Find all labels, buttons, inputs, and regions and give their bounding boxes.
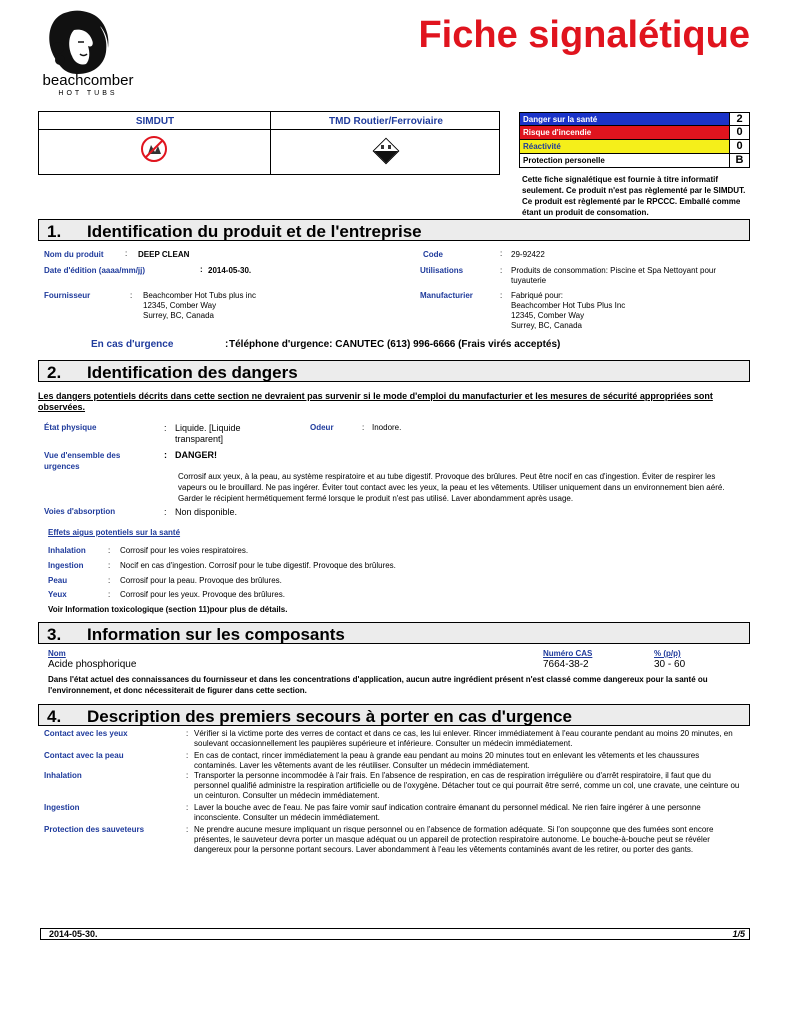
page-number: 1/5 <box>732 929 745 939</box>
section-2-heading <box>38 360 750 382</box>
manufacturer-line: Beachcomber Hot Tubs Plus Inc <box>511 301 626 310</box>
hazard-row-health <box>519 112 750 126</box>
product-name-value: DEEP CLEAN <box>138 250 190 259</box>
colon: : <box>164 450 167 460</box>
supplier-line: 12345, Comber Way <box>143 301 217 310</box>
colon: : <box>108 561 111 570</box>
colon: : <box>108 590 111 599</box>
odor-value: Inodore. <box>372 423 402 432</box>
section-number: 1. <box>47 222 62 241</box>
emergency-overview-text: Corrosif aux yeux, à la peau, au système respiratoire et au tube digestif. Provoque des brûlures. Peut être nocif en cas d'ingestion. Éviter de respirer les vapeurs ou le brouillard. Ne pas ingérer. Éviter tout contact avec les yeux, la peau et les vêtements. Utiliser uniquement dans un environnement bien aéré. Garder le récipient hermétiquement fermé lorsque le produit n'est pas utilisé. Laver abondamment après usage. <box>178 472 725 503</box>
emergency-overview-label: Vue d'ensemble des urgences <box>44 451 121 471</box>
col-name-header: Nom <box>48 649 66 658</box>
section-title: Description des premiers secours à porter en cas d'urgence <box>87 707 572 726</box>
component-name: Acide phosphorique <box>48 659 137 670</box>
regulatory-note: Cette fiche signalétique est fournie à titre informatif seulement. Ce produit n'est pas règlementé par le SIMDUT. Ce produit est règlementé par le RPCCC. Emballé comme étant un produit de consomation. <box>522 175 746 217</box>
colon: : <box>225 339 229 350</box>
col-cas-header: Numéro CAS <box>543 649 593 658</box>
first-aid-text: Ne prendre aucune mesure impliquant un risque personnel ou en l'absence de formation adéquate. Si l'on soupçonne que des fumées sont encore présentes, le sauveteur devra porter un masque adéquat ou un appareil de protection respiratoire autonome. Le bouche-à-bouche peut se révéler dangereux pour la personne portant secours. Laver abondamment à l'eau les vêtements contaminés avant de les retirer, ou porter des gants. <box>194 825 714 854</box>
supplier-line: Surrey, BC, Canada <box>143 311 214 320</box>
first-aid-text: En cas de contact, rincer immédiatement la peau à grande eau pendant au moins 20 minutes tout en enlevant les vêtements et les chaussures contaminés. Laver les vêtements avant de les réutiliser. Consulter un médecin immédiatement. <box>194 751 700 770</box>
section-number: 2. <box>47 363 62 382</box>
hazard-rating-table <box>519 112 750 168</box>
emergency-overview-value: DANGER! <box>175 450 217 460</box>
colon: : <box>108 576 111 585</box>
colon: : <box>200 265 203 274</box>
odor-label: Odeur <box>310 423 334 432</box>
section-1-heading <box>38 219 750 241</box>
physical-state-label: État physique <box>44 423 97 432</box>
manufacturer-line: Surrey, BC, Canada <box>511 321 582 330</box>
colon: : <box>500 291 503 300</box>
not-regulated-icon <box>139 134 169 164</box>
code-label: Code <box>423 250 443 259</box>
brand-subtitle: HOT TUBS <box>58 90 118 97</box>
colon: : <box>362 423 365 432</box>
supplier-label: Fournisseur <box>44 291 91 300</box>
hazard-value: B <box>729 154 749 167</box>
physical-state-value: Liquide. [Liquide transparent] <box>175 423 241 444</box>
colon: : <box>164 423 167 433</box>
page-title: Fiche signalétique <box>418 14 750 56</box>
colon: : <box>186 803 189 812</box>
section-4-heading <box>38 704 750 726</box>
colon: : <box>500 266 503 275</box>
acute-effect-label: Peau <box>48 576 68 585</box>
acute-effect-label: Ingestion <box>48 561 84 570</box>
hazard-value: 2 <box>729 113 749 125</box>
hazard-label: Réactivité <box>520 140 729 153</box>
col-pct-header: % (p/p) <box>654 649 681 658</box>
section-3-heading <box>38 622 750 644</box>
colon: : <box>186 771 189 780</box>
hazard-label: Protection personelle <box>520 154 729 167</box>
product-name-label: Nom du produit <box>44 250 104 259</box>
section-title: Identification des dangers <box>87 363 298 382</box>
emergency-phone: Téléphone d'urgence: CANUTEC (613) 996-6666 (Frais virés acceptés) <box>229 339 561 350</box>
colon: : <box>125 249 128 258</box>
acute-effect-label: Yeux <box>48 590 67 599</box>
dangers-intro: Les dangers potentiels décrits dans cette section ne devraient pas survenir si le mode d'emploi du manufacturier et les mesures de sécurité appropriées sont observées. <box>38 391 713 412</box>
hazard-row-protection <box>519 154 750 168</box>
colon: : <box>500 249 503 258</box>
colon: : <box>186 825 189 834</box>
acute-effect-value: Corrosif pour la peau. Provoque des brûlures. <box>120 576 282 585</box>
first-aid-text: Laver la bouche avec de l'eau. Ne pas faire vomir sauf indication contraire émanant du personnel médical. Ne rien faire ingérer à une personne inconsciente. Consulter un médecin immédiatement. <box>194 803 701 822</box>
first-aid-text: Transporter la personne incommodée à l'air frais. En l'absence de respiration, en cas de respiration irrégulière ou d'arrêt respiratoire, il faut que du personnel qualifié administre la respiration artificielle ou de l'oxygène. Détacher tout ce qui pourrait être serré, comme un col, une cravate, une ceinture ou un ceinturon. Consulter un médecin immédiatement. <box>194 771 740 800</box>
acute-effects-title: Effets aigus potentiels sur la santé <box>48 528 181 537</box>
section-title: Information sur les composants <box>87 625 345 644</box>
supplier-line: Beachcomber Hot Tubs plus inc <box>143 291 256 300</box>
section-number: 3. <box>47 625 62 644</box>
hazard-row-reactivity <box>519 140 750 154</box>
section-number: 4. <box>47 707 62 726</box>
manufacturer-label: Manufacturier <box>420 291 473 300</box>
regulation-box <box>38 111 500 175</box>
page-footer <box>40 928 750 940</box>
code-value: 29-92422 <box>511 250 545 259</box>
first-aid-text: Vérifier si la victime porte des verres de contact et dans ce cas, les lui enlever. Rincer immédiatement à l'eau courante pendant au moins 20 minutes, en soulevant occasionnellement les paupières supérieure et inférieure. Consulter un médecin immédiatement. <box>194 729 733 748</box>
hazard-label: Danger sur la santé <box>520 113 729 125</box>
first-aid-label: Contact avec la peau <box>44 751 124 760</box>
colon: : <box>130 291 133 300</box>
uses-label: Utilisations <box>420 266 464 275</box>
component-pct: 30 - 60 <box>654 659 686 670</box>
company-logo <box>38 8 138 104</box>
first-aid-label: Protection des sauveteurs <box>44 825 145 834</box>
component-cas: 7664-38-2 <box>543 659 589 670</box>
tmd-label: TMD Routier/Ferroviaire <box>329 116 443 127</box>
colon: : <box>186 729 189 738</box>
hazard-label: Risque d'incendie <box>520 126 729 139</box>
colon: : <box>108 546 111 555</box>
brand-name: beachcomber <box>42 72 134 89</box>
first-aid-label: Inhalation <box>44 771 82 780</box>
corrosive-diamond-icon <box>371 136 401 166</box>
components-note: Dans l'état actuel des connaissances du fournisseur et dans les concentrations d'application, aucun autre ingrédient présent n'est classé comme dangereux pour la santé ou l'environnement, et donc nécessiterait de figurer dans cette section. <box>48 675 708 695</box>
absorption-routes-label: Voies d'absorption <box>44 507 116 516</box>
simdut-label: SIMDUT <box>135 116 175 127</box>
hazard-value: 0 <box>729 140 749 153</box>
colon: : <box>164 507 167 517</box>
manufacturer-line: Fabriqué pour: <box>511 291 564 300</box>
manufacturer-line: 12345, Comber Way <box>511 311 585 320</box>
acute-effect-value: Corrosif pour les yeux. Provoque des brûlures. <box>120 590 285 599</box>
edition-date-value: 2014-05-30. <box>208 266 252 275</box>
acute-effect-label: Inhalation <box>48 546 86 555</box>
section-title: Identification du produit et de l'entreprise <box>87 222 422 241</box>
first-aid-label: Ingestion <box>44 803 80 812</box>
colon: : <box>186 751 189 760</box>
edition-date-label: Date d'édition (aaaa/mm/jj) <box>44 266 146 275</box>
acute-effect-value: Nocif en cas d'ingestion. Corrosif pour le tube digestif. Provoque des brûlures. <box>120 561 396 570</box>
footer-date: 2014-05-30. <box>49 929 98 939</box>
acute-effect-value: Corrosif pour les voies respiratoires. <box>120 546 249 555</box>
hazard-row-fire <box>519 126 750 140</box>
uses-value: Produits de consommation: Piscine et Spa Nettoyant pour tuyauterie <box>511 266 716 285</box>
hazard-value: 0 <box>729 126 749 139</box>
first-aid-label: Contact avec les yeux <box>44 729 128 738</box>
toxicology-note: Voir Information toxicologique (section 11)pour plus de détails. <box>48 605 288 614</box>
emergency-label: En cas d'urgence <box>91 339 174 350</box>
absorption-routes-value: Non disponible. <box>175 507 238 517</box>
